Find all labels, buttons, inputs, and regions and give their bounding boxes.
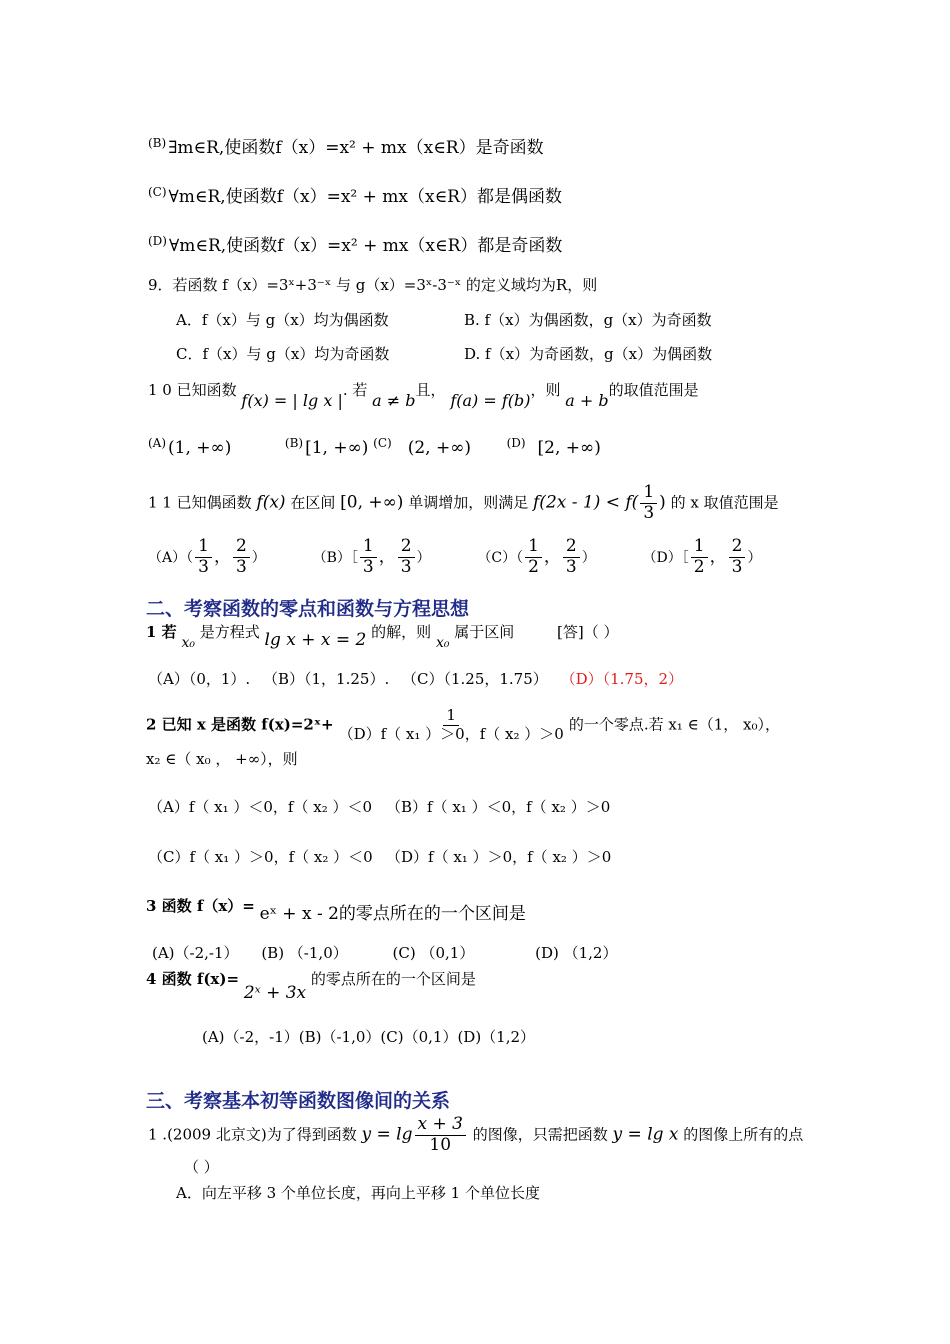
s2-q4-options: (A)（-2，-1）(B)（-1,0）(C)（0,1）(D)（1,2） (202, 1028, 536, 1046)
s2-q3-options: (A)（-2,-1） (B) （-1,0） (C) （0,1） (D) （1,2） (152, 944, 618, 962)
s2-q1-correct-answer: （D）（1.75，2） (560, 670, 684, 688)
s2-q2-option-a: （A）f（ x₁ ）＜0，f（ x₂ ）＜0 (148, 798, 373, 816)
s2-q1-options: （A）（0，1）. （B）（1，1.25）. （C）（1.25，1.75） （D）（1.75，2） (148, 670, 684, 688)
q9-option-a: A．f（x）与 g（x）均为偶函数 (176, 311, 389, 329)
q10-options: $^{(A)}$ (1, +∞) $^{(B)}$ [1, +∞) $^{(C)}$ (2, +∞) $^{(D)}$ [2, +∞) (148, 436, 601, 458)
q11-fraction: $\frac{1}{3}$ (640, 484, 657, 523)
q10-stem: 1 0 已知函数 f(x) = | lg x |. 若 a ≠ b且， f(a) = f(b)，则 a + b的取值范围是 (148, 381, 699, 410)
q8-option-b: $^{(B)}$ ∃m∈R,使函数f（x）=x² + mx（x∈R）是奇函数 (148, 136, 544, 158)
s2-q2-line2: x₂ ∈（ x₀ ， +∞），则 (146, 750, 298, 768)
s2-q2-option-b: （B）f（ x₁ ）＜0，f（ x₂ ）＞0 (386, 798, 611, 816)
s3-q1-option-a: A．向左平移 3 个单位长度，再向上平移 1 个单位长度 (176, 1184, 540, 1202)
s2-q4-stem: 4 函数 f(x)= 2ˣ + 3x 的零点所在的一个区间是 (146, 970, 476, 1003)
section-3-title: 三、考察基本初等函数图像间的关系 (146, 1090, 451, 1112)
q9-option-b: B. f（x）为偶函数，g（x）为奇函数 (464, 311, 712, 329)
s2-q2-option-d: （D）f（ x₁ ）＞0，f（ x₂ ）＞0 (386, 848, 612, 866)
q8-option-d: $^{(D)}$ ∀m∈R,使函数f（x）=x² + mx（x∈R）都是奇函数 (148, 234, 563, 256)
s3-q1-stem: 1 .(2009 北京文)为了得到函数 y = lg $\frac{x + 3}{10}$ 的图像，只需把函数 y = lg x 的图像上所有的点 (148, 1114, 804, 1155)
s2-q1-stem: 1 若 x₀ 是方程式 lg x + x = 2 的解，则 x₀ 属于区间 [答]（ ） (146, 623, 619, 651)
q9-option-d: D. f（x）为奇函数，g（x）为偶函数 (464, 345, 713, 363)
s3-q1-answer-paren: （ ） (184, 1158, 219, 1176)
s2-q2-option-c: （C）f（ x₁ ）＞0，f（ x₂ ）＜0 (148, 848, 373, 866)
q9-stem: 9．若函数 f（x）=3ˣ+3⁻ˣ 与 g（x）=3ˣ-3⁻ˣ 的定义域均为R，则 (148, 276, 598, 294)
q9-option-c: C．f（x）与 g（x）均为奇函数 (176, 345, 390, 363)
q11-stem: 1 1 已知偶函数 f(x) 在区间 [0, +∞) 单调增加，则满足 f(2x - 1) < f( $\frac{1}{3}$ ) 的 x 取值范围是 (148, 482, 779, 523)
section-2-title: 二、考察函数的零点和函数与方程思想 (146, 598, 470, 620)
q11-options: （A）（ $\frac{1}{3}$ ， $\frac{2}{3}$ ） （B）［ $\frac{1}{3}$ ， $\frac{2}{3}$ ） （C）（ $\frac{1}{2}$ ， $\frac{2}{3}$ ） （D）［ $\frac{1}{2}$ ， $\frac{2}{3}$ ） (148, 536, 762, 577)
q8-option-c: $^{(C)}$ ∀m∈R,使函数f（x）=x² + mx（x∈R）都是偶函数 (148, 185, 562, 207)
s2-q3-stem: 3 函数 f（x）= eˣ + x - 2的零点所在的一个区间是 (146, 897, 526, 924)
s2-q2-stem: 2 已知 x 是函数 f(x)=2ˣ+ $\frac{1}{\text{（D）f（ x₁ ）＞0，f（ x₂ ）＞0}}$ 的一个零点.若 x₁ ∈（1， x₀）， (146, 706, 780, 743)
